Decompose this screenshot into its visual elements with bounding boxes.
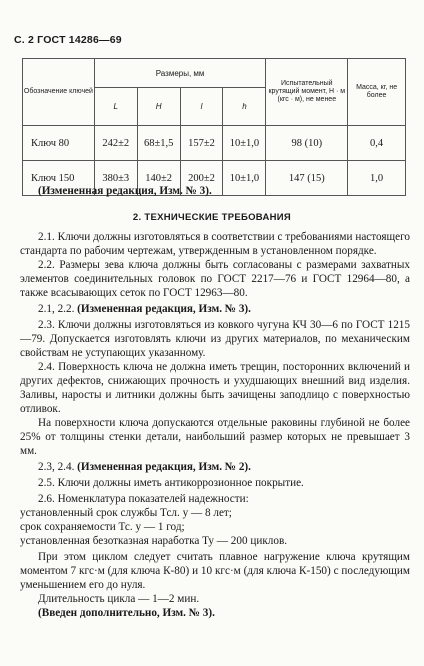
section-title: 2. ТЕХНИЧЕСКИЕ ТРЕБОВАНИЯ xyxy=(132,212,292,223)
cell-L: 242±2 xyxy=(94,126,137,161)
cell-l: 200±2 xyxy=(180,161,223,196)
paragraph-2-3: 2.3. Ключи должны изготовляться из ковкого чугуна КЧ 30—6 по ГОСТ 1215—79. Допускается изготовлять ключи из других материалов, по механическим свойствам не уступающих указанному. xyxy=(20,319,410,359)
reliability-item: установленный срок службы Тсл. у — 8 лет; xyxy=(20,507,232,519)
amendment-ref: 2.3, 2.4. xyxy=(38,461,75,473)
col-header-mass: Масса, кг, не более xyxy=(348,59,406,126)
cell-H: 68±1,5 xyxy=(137,126,180,161)
cell-name: Ключ 150 xyxy=(23,161,95,196)
cell-h: 10±1,0 xyxy=(223,126,266,161)
cell-moment: 98 (10) xyxy=(266,126,348,161)
col-header-l: l xyxy=(180,88,223,126)
cell-l: 157±2 xyxy=(180,126,223,161)
paragraph-cycle: При этом циклом следует считать плавное нагружение ключа крутящим моментом 7 кгс·м (для ключа К-80) и 10 кгс·м (для ключа К-150) с последующим уменьшением его до нуля. xyxy=(20,551,410,591)
amendment-note-added: (Введен дополнительно, Изм. № 3). xyxy=(38,607,215,619)
col-header-L: L xyxy=(94,88,137,126)
cell-name: Ключ 80 xyxy=(23,126,95,161)
amendment-note-2-1-2-2 xyxy=(20,302,410,316)
cell-mass: 0,4 xyxy=(348,126,406,161)
cell-mass: 1,0 xyxy=(348,161,406,196)
amendment-ref: 2.1, 2.2. xyxy=(38,303,75,315)
amendment-text: (Измененная редакция, Изм. № 2). xyxy=(77,461,251,473)
paragraph-duration: Длительность цикла — 1—2 мин. xyxy=(38,593,200,605)
keys-table xyxy=(22,58,406,196)
col-header-moment: Испытательный крутящий момент, Н · м (кгс · м), не менее xyxy=(266,59,348,126)
table-row xyxy=(23,126,406,161)
reliability-item: установленная безотказная наработка Ту — 200 циклов. xyxy=(20,535,288,547)
cell-H: 140±2 xyxy=(137,161,180,196)
amendment-text: (Измененная редакция, Изм. № 3). xyxy=(77,303,251,315)
paragraph-2-5: 2.5. Ключи должны иметь антикоррозионное покрытие. xyxy=(38,477,304,489)
paragraph-2-4: 2.4. Поверхность ключа не должна иметь трещин, посторонних включений и других дефектов, снижающих прочность и ухудшающих внешний вид изделия. Заливы, наросты и литники должны быть зачищены заподлицо с поверхностью отливок. xyxy=(20,361,410,415)
cell-h: 10±1,0 xyxy=(223,161,266,196)
col-header-H: H xyxy=(137,88,180,126)
cell-moment: 147 (15) xyxy=(266,161,348,196)
page-header: С. 2 ГОСТ 14286—69 xyxy=(14,34,122,46)
col-header-h: h xyxy=(223,88,266,126)
col-header-sizes: Размеры, мм xyxy=(94,59,266,88)
paragraph-2-2: 2.2. Размеры зева ключа должны быть согласованы с размерами захватных элементов соединительных головок по ГОСТ 2217—76 и ГОСТ 12964—80, а также всасывающих сеток по ГОСТ 12963—80. xyxy=(20,259,410,299)
paragraph-2-6: 2.6. Номенклатура показателей надежности: xyxy=(38,493,249,505)
reliability-item: срок сохраняемости Тс. у — 1 год; xyxy=(20,521,185,533)
paragraph-2-4-cont: На поверхности ключа допускаются отдельные раковины глубиной не более 25% от толщины стенки детали, наибольший размер которых не превышает 3 мм. xyxy=(20,417,410,457)
cell-L: 380±3 xyxy=(94,161,137,196)
col-header-name: Обозначение ключей xyxy=(23,59,95,126)
amendment-note: (Измененная редакция, Изм. № 3). xyxy=(38,185,212,197)
amendment-note-2-3-2-4 xyxy=(20,460,410,474)
paragraph-2-1: 2.1. Ключи должны изготовляться в соответствии с требованиями настоящего стандарта по рабочим чертежам, утвержденным в установленном порядке. xyxy=(20,231,410,257)
